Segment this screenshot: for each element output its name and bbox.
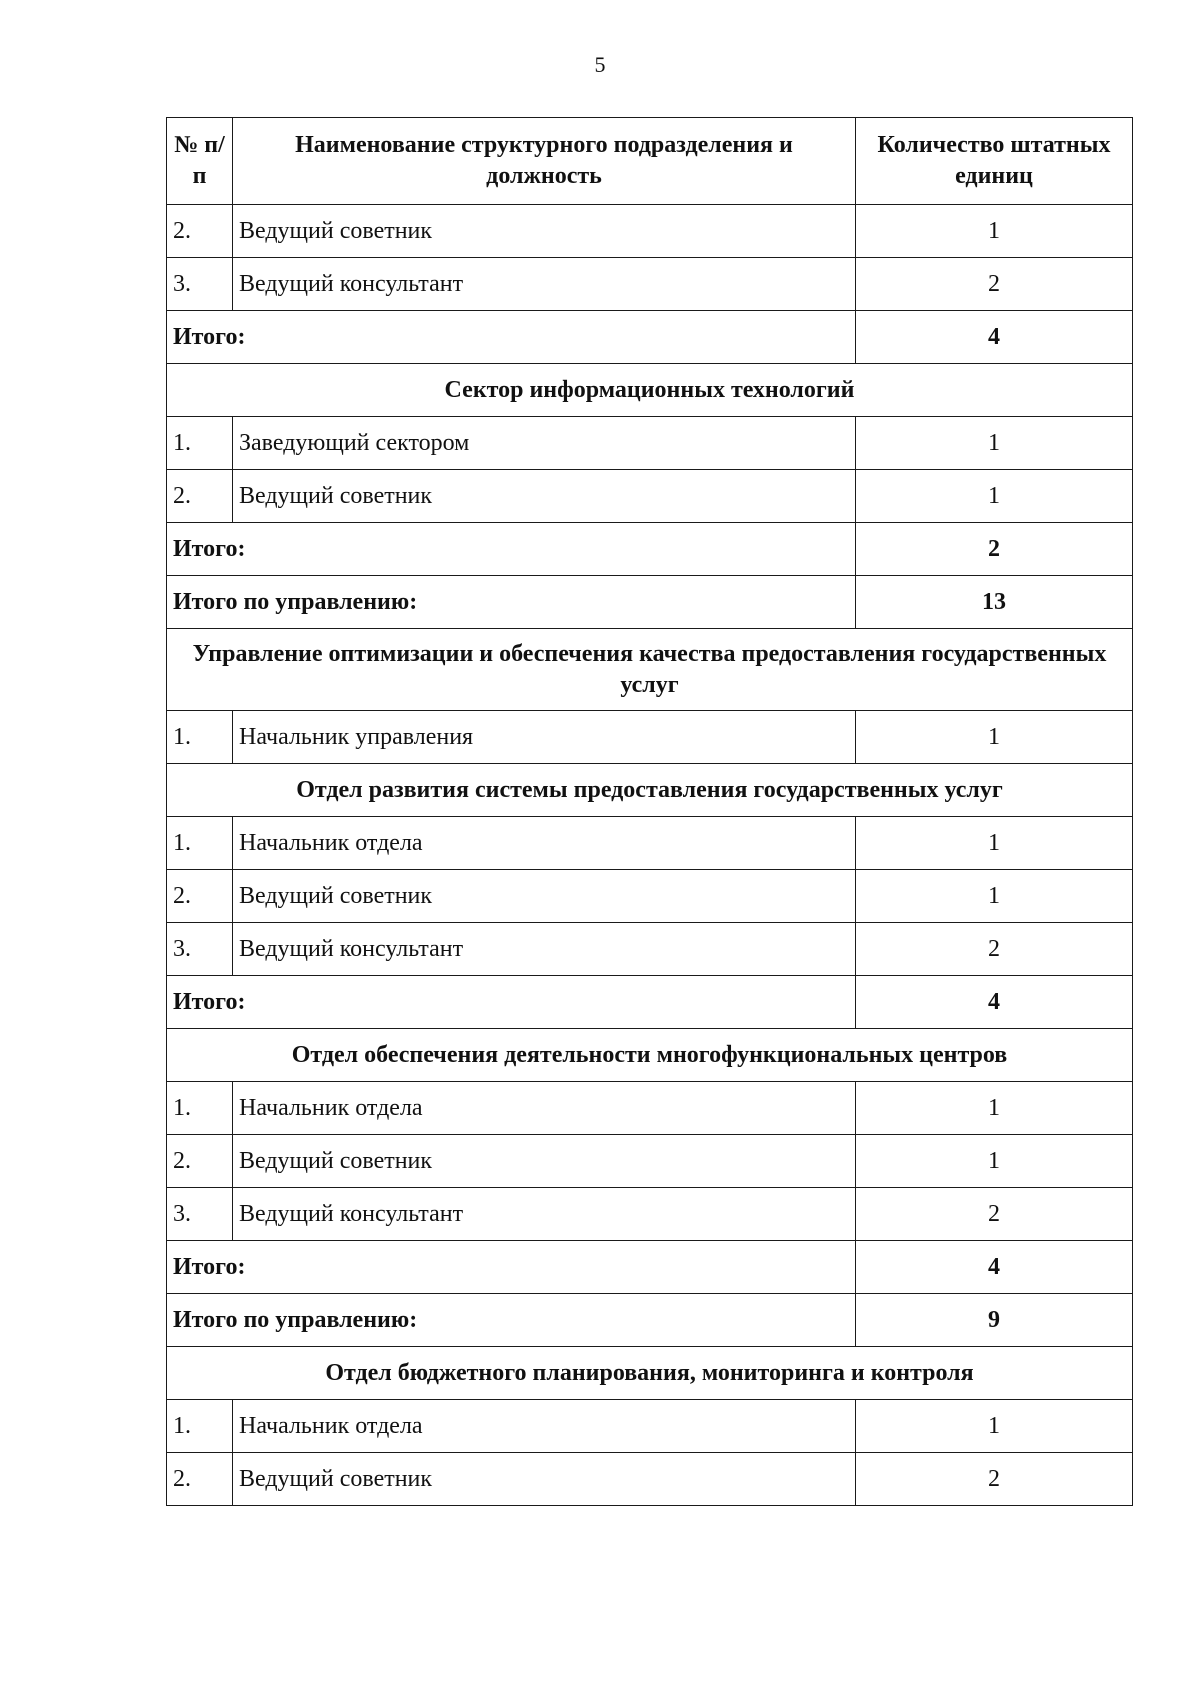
row-number: 2. <box>167 870 233 923</box>
position-name: Ведущий советник <box>233 1453 856 1506</box>
row-number: 2. <box>167 205 233 258</box>
section-row <box>167 1029 1133 1082</box>
row-number: 3. <box>167 1188 233 1241</box>
table-row <box>167 205 1133 258</box>
position-count: 1 <box>856 870 1133 923</box>
position-name: Ведущий советник <box>233 1135 856 1188</box>
position-count: 1 <box>856 1082 1133 1135</box>
total-row <box>167 1294 1133 1347</box>
position-count: 2 <box>856 258 1133 311</box>
table-row <box>167 711 1133 764</box>
row-number: 2. <box>167 1453 233 1506</box>
section-row <box>167 1347 1133 1400</box>
table-row <box>167 817 1133 870</box>
position-name: Ведущий советник <box>233 870 856 923</box>
total-count: 4 <box>856 1241 1133 1294</box>
position-count: 1 <box>856 205 1133 258</box>
row-number: 1. <box>167 1082 233 1135</box>
staffing-table <box>166 117 1133 1506</box>
position-name: Начальник отдела <box>233 817 856 870</box>
total-label: Итого по управлению: <box>167 576 856 629</box>
position-count: 1 <box>856 470 1133 523</box>
position-name: Начальник управления <box>233 711 856 764</box>
position-count: 2 <box>856 923 1133 976</box>
position-name: Начальник отдела <box>233 1082 856 1135</box>
table-row <box>167 1135 1133 1188</box>
total-count: 4 <box>856 976 1133 1029</box>
table-header-row <box>167 118 1133 205</box>
section-title: Отдел развития системы предоставления государственных услуг <box>167 764 1133 817</box>
position-count: 1 <box>856 417 1133 470</box>
section-title: Сектор информационных технологий <box>167 364 1133 417</box>
table-row <box>167 417 1133 470</box>
row-number: 2. <box>167 1135 233 1188</box>
row-number: 1. <box>167 817 233 870</box>
position-count: 1 <box>856 1135 1133 1188</box>
table-row <box>167 258 1133 311</box>
total-row <box>167 576 1133 629</box>
position-count: 2 <box>856 1453 1133 1506</box>
table-row <box>167 1453 1133 1506</box>
position-count: 1 <box>856 1400 1133 1453</box>
position-name: Заведующий сектором <box>233 417 856 470</box>
row-number: 3. <box>167 923 233 976</box>
total-label: Итого: <box>167 523 856 576</box>
total-label: Итого: <box>167 1241 856 1294</box>
table-row <box>167 1188 1133 1241</box>
header-num: № п/п <box>167 118 233 205</box>
position-count: 1 <box>856 817 1133 870</box>
total-row <box>167 523 1133 576</box>
position-count: 2 <box>856 1188 1133 1241</box>
section-title: Отдел обеспечения деятельности многофункциональных центров <box>167 1029 1133 1082</box>
table-row <box>167 870 1133 923</box>
position-name: Ведущий консультант <box>233 923 856 976</box>
table-row <box>167 1082 1133 1135</box>
section-row <box>167 629 1133 711</box>
position-name: Начальник отдела <box>233 1400 856 1453</box>
table-body <box>167 205 1133 1506</box>
header-qty: Количество штатных единиц <box>856 118 1133 205</box>
total-row <box>167 976 1133 1029</box>
section-row <box>167 764 1133 817</box>
position-name: Ведущий советник <box>233 470 856 523</box>
section-title: Управление оптимизации и обеспечения качества предоставления государственных услуг <box>167 629 1133 711</box>
row-number: 1. <box>167 417 233 470</box>
total-count: 4 <box>856 311 1133 364</box>
total-row <box>167 1241 1133 1294</box>
total-row <box>167 311 1133 364</box>
row-number: 3. <box>167 258 233 311</box>
total-count: 13 <box>856 576 1133 629</box>
table-row <box>167 470 1133 523</box>
position-name: Ведущий советник <box>233 205 856 258</box>
total-label: Итого: <box>167 311 856 364</box>
position-name: Ведущий консультант <box>233 1188 856 1241</box>
position-name: Ведущий консультант <box>233 258 856 311</box>
table-row <box>167 1400 1133 1453</box>
row-number: 1. <box>167 711 233 764</box>
total-count: 2 <box>856 523 1133 576</box>
position-count: 1 <box>856 711 1133 764</box>
total-count: 9 <box>856 1294 1133 1347</box>
row-number: 2. <box>167 470 233 523</box>
table-row <box>167 923 1133 976</box>
total-label: Итого: <box>167 976 856 1029</box>
section-title: Отдел бюджетного планирования, мониторинга и контроля <box>167 1347 1133 1400</box>
section-row <box>167 364 1133 417</box>
total-label: Итого по управлению: <box>167 1294 856 1347</box>
header-name: Наименование структурного подразделения и должность <box>233 118 856 205</box>
page-number: 5 <box>594 52 606 77</box>
row-number: 1. <box>167 1400 233 1453</box>
